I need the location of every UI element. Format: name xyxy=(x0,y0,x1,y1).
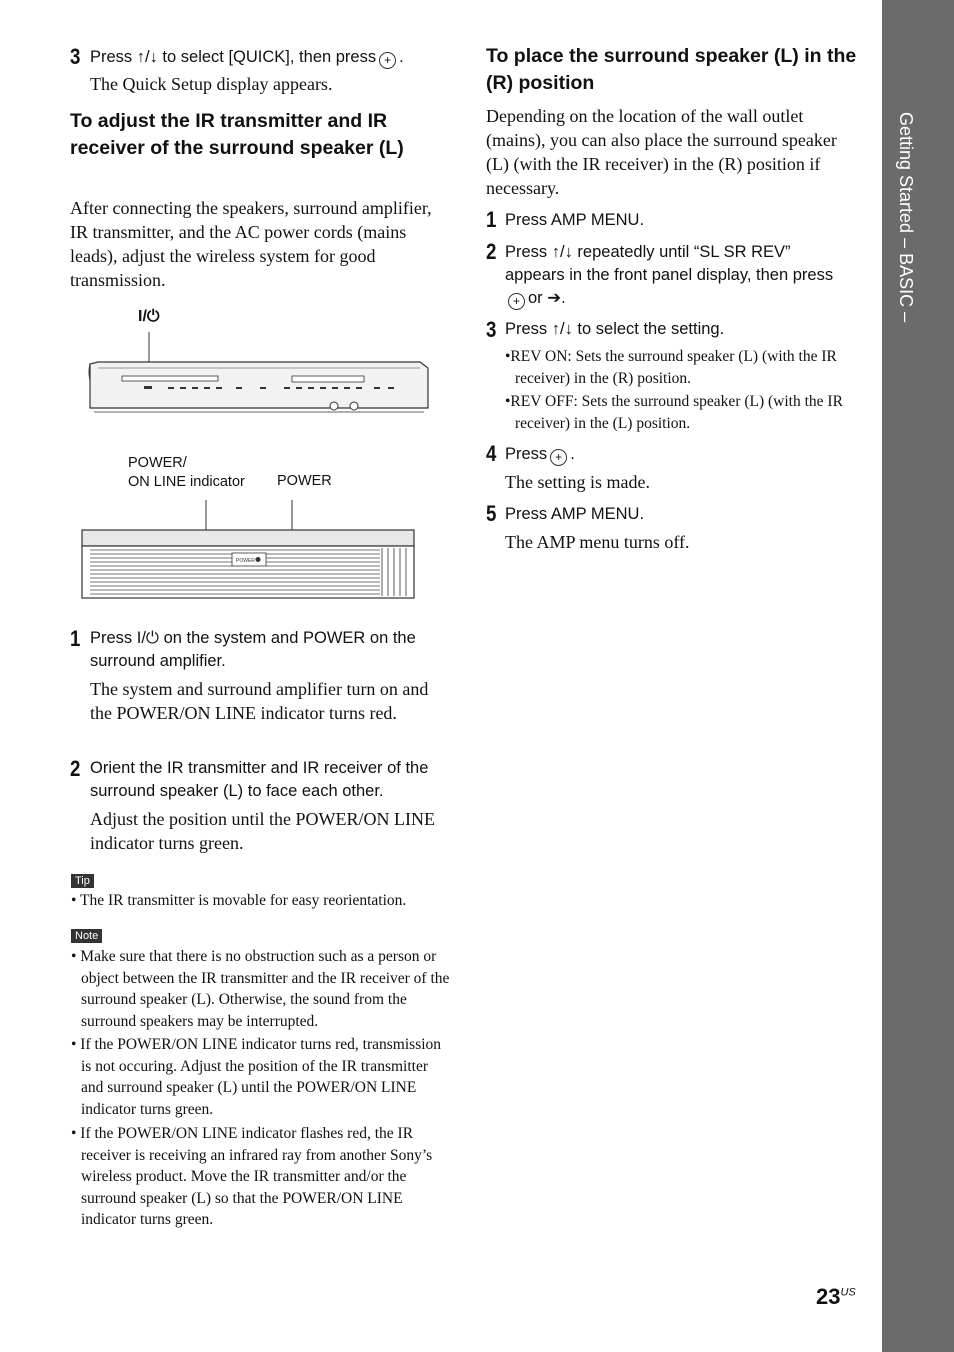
option-item: •REV OFF: Sets the surround speaker (L) (with the IR receiver) in the (L) position. xyxy=(505,393,843,432)
sidebar-tab xyxy=(882,0,954,1352)
step-text-main: Press ↑/↓ to select [QUICK], then press xyxy=(90,48,377,66)
step-result: The setting is made. xyxy=(505,472,650,492)
step-number: 4 xyxy=(486,441,497,466)
step-result: The Quick Setup display appears. xyxy=(90,74,333,94)
enter-button-icon: + xyxy=(550,449,567,466)
section-label: Getting Started – BASIC – xyxy=(896,112,916,323)
step-number: 2 xyxy=(70,756,81,781)
power-button-label: I/⏻ xyxy=(138,308,160,325)
step-text: Orient the IR transmitter and IR receiver of the surround speaker (L) to face each other. xyxy=(90,759,429,800)
step-text: Press I/⏻ on the system and POWER on the surround amplifier. xyxy=(90,629,416,670)
tip-text: • The IR transmitter is movable for easy reorientation. xyxy=(71,892,407,909)
step-text: Press AMP MENU. xyxy=(505,505,645,523)
step-text xyxy=(505,443,865,466)
note-item: • Make sure that there is no obstruction such as a person or object between the IR transmitter and the IR receiver of the surround speaker (L). Otherwise, the sound from the surround speakers may be interrupted. xyxy=(71,948,450,1030)
step-result: Adjust the position until the POWER/ON LINE indicator turns green. xyxy=(90,809,435,853)
note-item: • If the POWER/ON LINE indicator turns red, transmission is not occuring. Adjust the position of the IR transmitter and surround speaker (L) until the POWER/ON LINE indicator turns green. xyxy=(71,1036,442,1118)
intro-paragraph: Depending on the location of the wall outlet (mains), you can also place the surround speaker (L) (with the IR receiver) in the (R) position if necessary. xyxy=(486,106,837,198)
tip-badge: Tip xyxy=(71,874,94,888)
page-suffix: US xyxy=(840,1286,856,1299)
step-text xyxy=(505,241,845,310)
amp-power-button-caption: POWER xyxy=(236,558,255,564)
step-number: 5 xyxy=(486,501,497,526)
step-number: 2 xyxy=(486,239,497,264)
intro-paragraph: After connecting the speakers, surround amplifier, IR transmitter, and the AC power cords (mains leads), adjust the wireless system for good transmission. xyxy=(70,198,432,290)
note-item: • If the POWER/ON LINE indicator flashes red, the IR receiver is receiving an infrared ray from another Sony’s wireless product. Move the IR transmitter and/or the surround speaker (L) so that the POWER/ON LINE indicator turns green. xyxy=(71,1125,433,1228)
step-number: 3 xyxy=(70,44,81,69)
step-text-end: or ➔. xyxy=(528,289,566,307)
enter-button-icon: + xyxy=(379,52,396,69)
power-label: POWER xyxy=(277,473,332,489)
step-text: Press ↑/↓ to select the setting. xyxy=(505,320,725,338)
option-item: •REV ON: Sets the surround speaker (L) (with the IR receiver) in the (R) position. xyxy=(505,348,837,387)
step-text-main: Press ↑/↓ repeatedly until “SL SR REV” appears in the front panel display, then press xyxy=(505,243,834,284)
step-text-main: Press xyxy=(505,445,548,463)
amplifier-illustration xyxy=(80,496,420,604)
section-heading: To adjust the IR transmitter and IR receiver of the surround speaker (L) xyxy=(70,110,404,159)
step-text-end: . xyxy=(570,445,575,463)
power-on-line-label: POWER/ ON LINE indicator xyxy=(128,455,245,490)
step-text-end: . xyxy=(399,48,404,66)
step-text xyxy=(90,46,450,69)
step-number: 1 xyxy=(486,207,497,232)
step-result: The AMP menu turns off. xyxy=(505,532,690,552)
step-text: Press AMP MENU. xyxy=(505,211,645,229)
page-number: $23^{US}$ xyxy=(816,1284,856,1309)
step-number: 3 xyxy=(486,317,497,342)
enter-button-icon: + xyxy=(508,293,525,310)
section-heading: To place the surround speaker (L) in the (R) position xyxy=(486,45,857,94)
step-result: The system and surround amplifier turn on and the POWER/ON LINE indicator turns red. xyxy=(90,679,429,723)
note-badge: Note xyxy=(71,929,102,943)
main-unit-illustration xyxy=(84,328,434,418)
step-number: 1 xyxy=(70,626,81,651)
